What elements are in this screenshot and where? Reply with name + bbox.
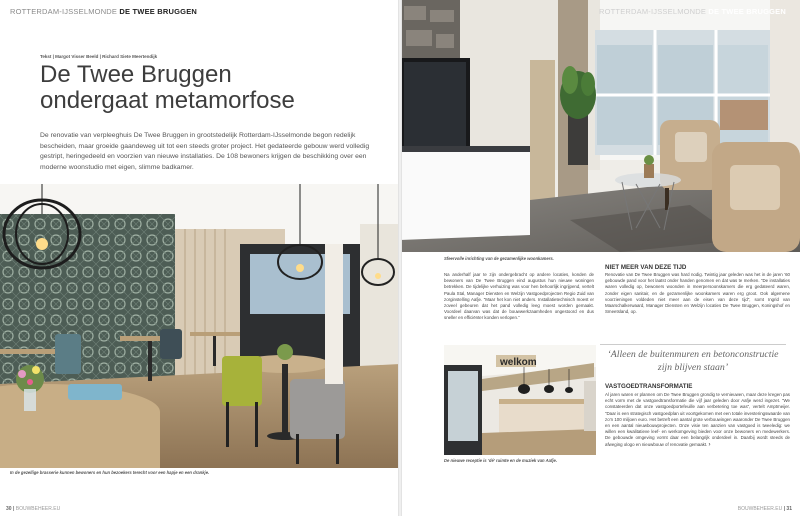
section-tag bbox=[10, 7, 197, 16]
column-3-text bbox=[605, 392, 790, 448]
living-room-caption: Sfeervolle inrichting van de gezamenlijke woonkamers. bbox=[444, 256, 554, 261]
quote-rule bbox=[600, 344, 786, 345]
section-tag-right bbox=[599, 7, 786, 16]
reception-illustration bbox=[444, 345, 596, 455]
pull-quote bbox=[600, 348, 786, 374]
reception-sign: welkom bbox=[500, 357, 537, 368]
page-folio-right bbox=[738, 506, 792, 512]
bistro-illustration bbox=[0, 184, 400, 468]
page-number: 30 | bbox=[6, 506, 16, 512]
column-3-body: Al jaren waren er plannen om De Twee Bruggen grondig te vernieuwen, maar deze kregen pas echt vorm met de vastgoedtransformatie die vijf jaar geleden door Aafje werd ingezet. “We constateerden dat onze vastgoedportefeuille aan verbetering toe was”, vertelt Amptmeijer. “Daar is een strategisch vastgoedplan uit voortgekomen met een totale investeringswaarde van zo’n 100 miljoen euro. Het betreft een aantal grote verbouwingen waaronder De Twee Bruggen en een aantal nieuwbouwprojecten. Onze visie ten aanzien van vastgoed is tweeledig: we willen een kwalitatieve leef- en werkomgeving bieden voor onze bewoners en medewerkers. De gebouwde omgeving vormt daar een belangrijk onderdeel in. Daarbij wordt steeds de afweging ologo en nieuwbouw of renovatie gemaakt. bbox=[605, 392, 790, 447]
pull-quote-text: ‘Alleen de buitenmuren en betonconstructie zijn blijven staan’ bbox=[607, 349, 779, 373]
article-credits: Tekst | Margot Visser Beeld | Richard Siete Meertendijk bbox=[40, 54, 158, 59]
section-name: DE TWEE BRUGGEN bbox=[119, 7, 198, 16]
headline-line-2: ondergaat metamorfose bbox=[40, 87, 295, 114]
reception-caption: De nieuwe receptie is ‘dé’ ruimte en de muziek van Aafje. bbox=[444, 458, 558, 463]
page-number-right: | 31 bbox=[782, 506, 792, 512]
bistro-photo bbox=[0, 184, 400, 468]
bistro-photo-caption: In de gezellige brasserie kunnen bewoners en hun bezoekers terecht voor een hapje en een drankje. bbox=[10, 470, 210, 475]
page-folio-left bbox=[6, 506, 60, 512]
spine-gutter bbox=[398, 0, 402, 516]
reception-photo bbox=[444, 345, 596, 455]
column-1-text: Na anderhalf jaar te zijn ondergebracht op andere locaties, konden de bewoners van De Twee Bruggen eind augustus hun nieuwe woningen betrekken. De tijdelijke verhuizing was voor hen behoorlijk ingrijpend, vertelt Paula Stal, Manager Diensten en Welzijn Vastgoedprojecten Regio Zuid van zorginstelling Aafje. “Maar het kon niet anders. Installatietechnisch moest er zoveel gebeuren dat het pand volledig leeg moest worden gemaakt. Voordeel daarvan was dat de bouwwerkzaamheden ongestoord en dus sneller en efficiënter konden verlopen.” bbox=[444, 272, 594, 321]
living-room-photo bbox=[400, 0, 800, 252]
folio-site: BOUWBEHEER.EU bbox=[15, 506, 61, 512]
section-name-right: DE TWEE BRUGGEN bbox=[708, 7, 786, 16]
article-intro: De renovatie van verpleeghuis De Twee Bruggen in grootstedelijk Rotterdam-IJsselmonde begon redelijk bescheiden, maar groeide gaandeweg uit tot een steeds groter project. Het gedateerde gebouw werd volledig gestript, heringedeeld en voorzien van nieuwe installaties. De 108 bewoners krijgen de beschikking over een moderne woonstudio met eigen, slimme badkamer. bbox=[40, 132, 370, 171]
article-end-mark: › bbox=[708, 441, 711, 448]
column-2-text: Renovatie van De Twee Bruggen was hard nodig. Twintig jaar geleden was het in de jaren ’60 gebouwde pand voor het laatst onder handen genomen en dat was te merken. “De installaties waren volledig op, bewoners woonden in meerpersoonskamers die erg gedateerd waren, zonder eigen sanitair, en de gezamenlijke woonkamers waren erg groot. Ook algemene voorzieningen voldeden niet meer aan de eisen van deze tijd”, somt Ingrid van Maarschalkerwaard, Manager Diensten en Welzijn locaties De Twee Bruggen, Koningshof en Smeetsland, op. bbox=[605, 272, 790, 315]
subhead-niet-meer: NIET MEER VAN DEZE TIJD bbox=[605, 264, 687, 271]
right-page bbox=[400, 0, 800, 516]
headline-line-1: De Twee Bruggen bbox=[40, 61, 232, 88]
article-headline bbox=[40, 62, 380, 114]
subhead-vastgoed: VASTGOEDTRANSFORMATIE bbox=[605, 383, 693, 390]
living-room-illustration bbox=[400, 0, 800, 252]
folio-site-right: BOUWBEHEER.EU bbox=[737, 506, 783, 512]
section-region-right: ROTTERDAM-IJSSELMONDE bbox=[598, 7, 707, 16]
section-region: ROTTERDAM-IJSSELMONDE bbox=[10, 7, 118, 16]
